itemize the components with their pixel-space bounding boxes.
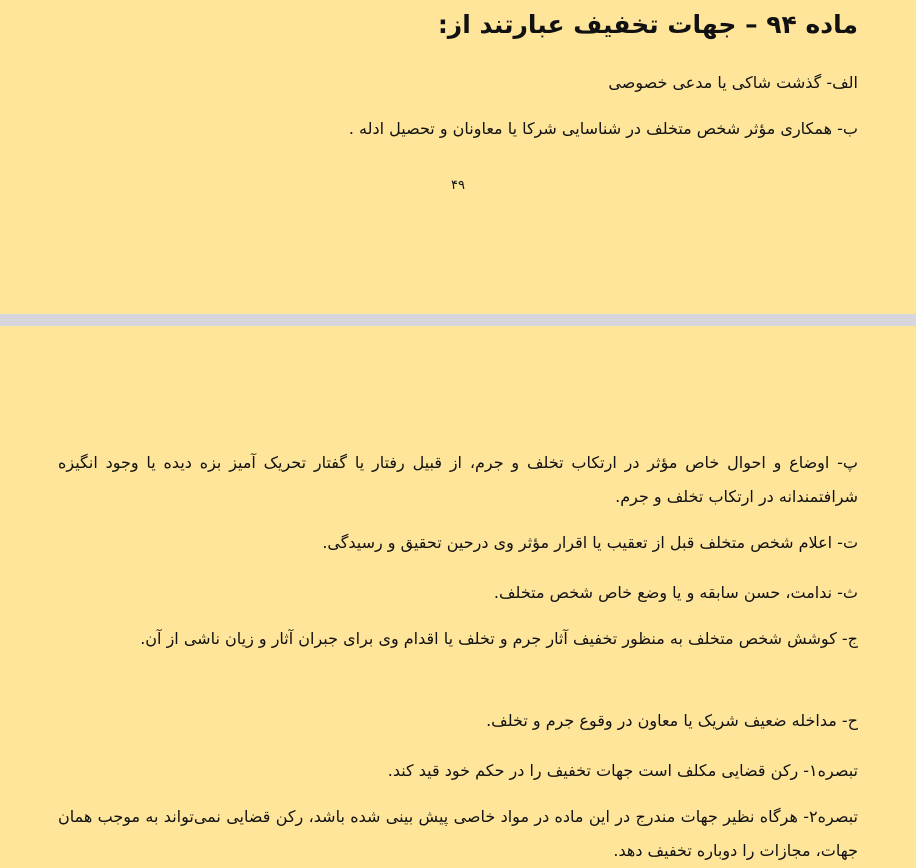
page-top: [0, 0, 916, 314]
page-separator: [0, 314, 916, 326]
clause-jim: ج- کوشش شخص متخلف به منظور تخفیف آثار جرم و تخلف یا اقدام وی برای جبران آثار و زیان ناشی از آن.: [140, 629, 858, 648]
clause-pe: پ- اوضاع و احوال خاص مؤثر در ارتکاب تخلف و جرم، از قبیل رفتار یا گفتار تحریک آمیز بزه دیده یا وجود انگیزه شرافتمندانه در ارتکاب تخلف و جرم.: [58, 453, 858, 506]
clause-se: ث- ندامت، حسن سابقه و یا وضع خاص شخص متخلف.: [493, 583, 858, 602]
page-number: ۴۹: [451, 178, 465, 193]
clause-he: ح- مداخله ضعیف شریک یا معاون در وقوع جرم و تخلف.: [486, 711, 858, 730]
clause-be: ب- همکاری مؤثر شخص متخلف در شناسایی شرکا یا معاونان و تحصیل ادله .: [348, 119, 858, 138]
clause-te: ت- اعلام شخص متخلف قبل از تعقیب یا اقرار مؤثر وی درحین تحقیق و رسیدگی.: [322, 533, 858, 552]
page-bottom: [0, 326, 916, 864]
note-2: تبصره۲- هرگاه نظیر جهات مندرج در این ماده در مواد خاصی پیش بینی شده باشد، رکن قضایی نمی‌تواند به موجب همان جهات، مجازات را دوباره تخفیف دهد.: [58, 807, 858, 860]
clause-alef: الف- گذشت شاکی یا مدعی خصوصی: [608, 73, 858, 92]
note-1: تبصره۱- رکن قضایی مکلف است جهات تخفیف را در حکم خود قید کند.: [387, 761, 858, 780]
article-heading: ماده ۹۴ – جهات تخفیف عبارتند از:: [437, 10, 858, 39]
